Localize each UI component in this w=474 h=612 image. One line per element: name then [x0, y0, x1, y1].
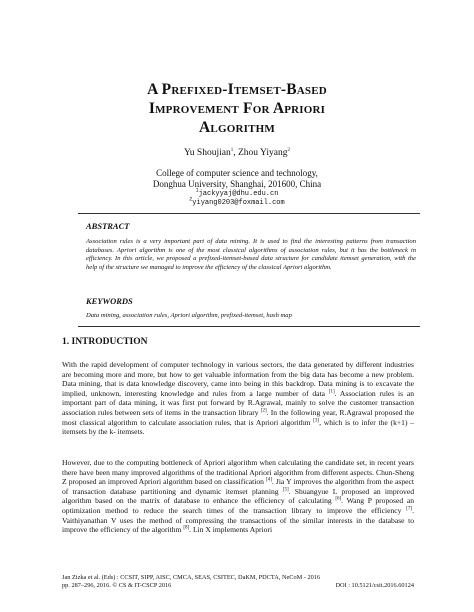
citation-ref: [1] — [328, 389, 335, 395]
author-name: Yu Shoujian — [184, 148, 231, 158]
page-footer — [62, 574, 414, 590]
paragraph-text: However, due to the computing bottleneck of Apriori algorithm when calculating the candidate set, in recent years there have been many improved algorithms of the traditional Apriori algorithm from different aspects. Chun-Sheng Z proposed an improved Apriori algorithm based on classification — [62, 458, 414, 487]
author-separator: , — [233, 148, 238, 158]
citation-ref: [3] — [313, 418, 320, 424]
author-affil-marker: 1 — [230, 147, 234, 153]
affiliation-line: Donghua University, Shanghai, 201600, China — [152, 179, 322, 189]
title-line: Improvement For Apriori — [148, 100, 326, 117]
keywords-text: Data mining, association rules, Apriori algorithm, prefixed-itemset, hash map — [86, 312, 292, 319]
paragraph-text: . Shuangyue L proposed an improved algorithm based on the matrix of database to enhance the efficiency of calculating — [62, 486, 414, 506]
abstract-top-rule — [78, 213, 420, 214]
footer-pages: pp. 287–296, 2016. © CS & IT-CSCP 2016 — [62, 582, 172, 589]
affiliation — [0, 168, 474, 208]
author-affil-marker: 2 — [287, 147, 290, 153]
citation-ref: [7] — [406, 506, 413, 512]
citation-ref: [4] — [266, 477, 272, 483]
email-marker: 2 — [189, 196, 193, 203]
paragraph-text: . Lin X implements Apriori — [189, 525, 273, 535]
paragraph-text: . Wang P proposed an optimization method to reduce the search times of the transaction library to improve the efficiency — [62, 496, 414, 515]
keywords-heading: KEYWORDS — [86, 296, 133, 306]
email-marker: 1 — [195, 187, 199, 194]
author-name: Zhou Yiyang — [237, 148, 288, 158]
paper-title — [40, 80, 434, 137]
citation-ref: [6] — [335, 496, 342, 502]
email-line — [0, 187, 474, 199]
abstract-heading: ABSTRACT — [86, 221, 130, 231]
section-title: 1. INTRODUCTION — [62, 337, 148, 347]
paragraph-text: . In the following year, R.Agrawal proposed the most classical algorithm to calculate association rules, that is Apriori algorithm — [62, 407, 414, 427]
paragraph-text: . Vaithiyanathan V uses the method of compressing the transactions of the similar interests in the database to improve the efficiency of the algorithm — [62, 505, 414, 535]
paragraph-text: . Association rules is an important part of data mining, it was first put forward by R.Agrawal, mainly to solve the customer transaction association rules between sets of items in the transaction library — [62, 388, 414, 417]
title-line: A Prefixed-Itemset-Based — [147, 81, 327, 98]
paragraph-text: . Jia Y improves the algorithm from the aspect of transaction database partitioning and dynamic itemset planning — [62, 477, 414, 496]
abstract-text: Association rules is a very important part of data mining. It is used to find the interesting patterns from transaction databases. Apriori algorithm is one of the most classical algorithms of association rules, but it has the bottleneck in efficiency. In this article, we proposed a prefixed-itemset-based data structure for candidate itemset generation, with the help of the structure we managed to improve the efficiency of the classical Apriori algorithm. — [86, 238, 416, 271]
citation-ref: [8] — [183, 525, 190, 531]
footer-row — [62, 582, 414, 590]
body-paragraph — [62, 360, 414, 437]
body-paragraph — [62, 458, 414, 535]
email-address: yiyang0203@foxmail.com — [192, 199, 285, 207]
citation-ref: [5] — [282, 487, 289, 493]
citation-ref: [2] — [260, 408, 267, 414]
paragraph-text: , which is to infer the (k+1) – itemsets by the k- itemsets. — [62, 417, 414, 437]
affiliation-line: College of computer science and technology, — [156, 168, 318, 178]
footer-doi: DOI : 10.5121/csit.2016.60124 — [335, 582, 414, 589]
author-list — [0, 148, 474, 158]
title-line: Algorithm — [199, 119, 275, 136]
email-address: jackyyaj@dhu.edu.cn — [198, 190, 279, 198]
paragraph-text: With the rapid development of computer technology in various sectors, the data generated by different industries are becoming more and more, but how to get valuable information from the big data has become a new problem. Data mining, that is data knowledge discovery, came into being in this backdrop. Data mining is to excavate the implied, unknown, interesting knowledge and rules from a large number of data — [62, 360, 414, 398]
footer-proceedings: Jan Zizka et al. (Eds) : CCSIT, SIPP, AISC, CMCA, SEAS, CSITEC, DaKM, PDCTA, NeCoM - 2016 — [62, 574, 321, 581]
keywords-bottom-rule — [78, 326, 420, 327]
email-line — [0, 196, 474, 208]
